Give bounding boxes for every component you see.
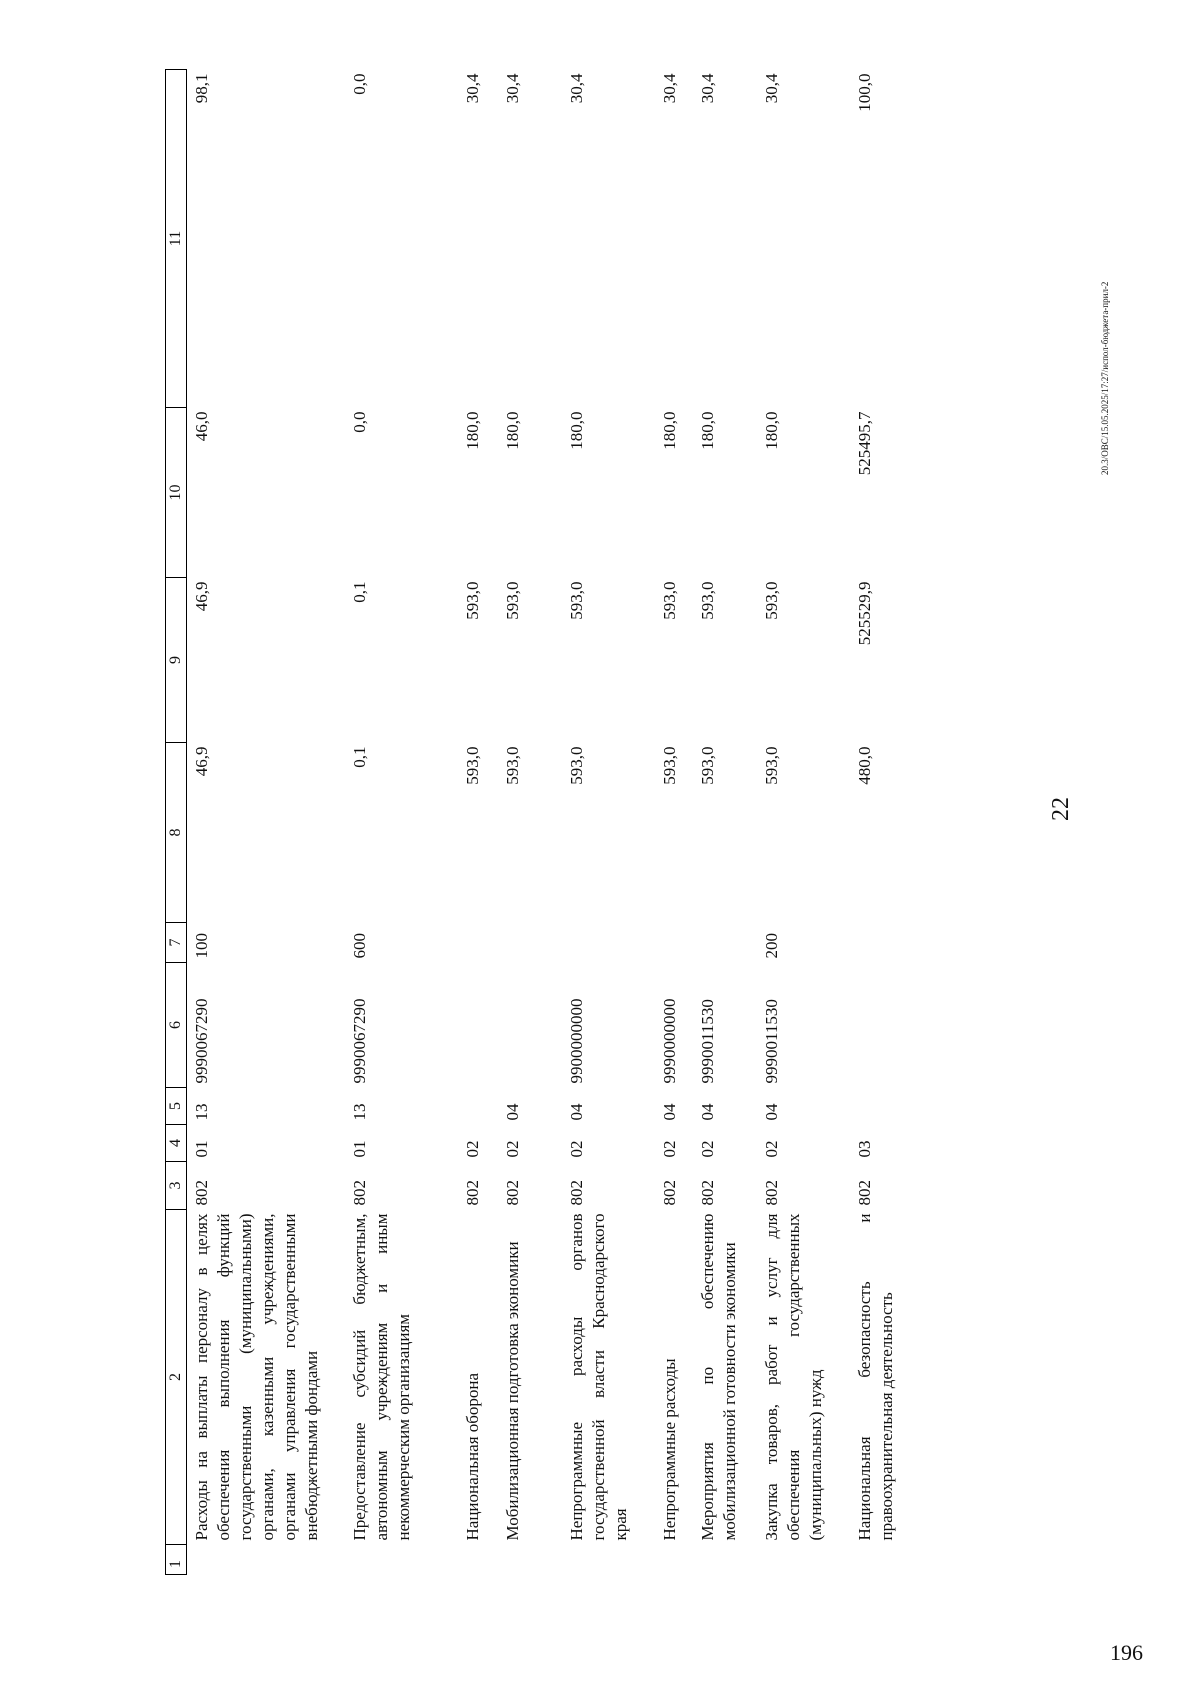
page-number: 196 <box>1110 1640 1143 1665</box>
value-col-11: 98,1 <box>192 73 211 104</box>
code-expense-type <box>655 923 693 963</box>
table-row <box>458 70 498 1575</box>
code-admin: 802 <box>502 1180 522 1206</box>
value-col-11: 100,0 <box>854 73 874 112</box>
row-name: Предоставление субсидий бюджетным, автономным учреждениям и иным некоммерческим организациям <box>349 1213 413 1541</box>
code-subsection: 13 <box>349 1103 369 1121</box>
row-number-cell <box>693 1545 757 1575</box>
table-row <box>757 70 850 1575</box>
code-admin: 802 <box>659 1180 679 1206</box>
code-expense-type <box>850 923 914 963</box>
code-target <box>498 963 562 1088</box>
footer-stamp: 20.3/ОВС/15.05.2025/17:27/испол-бюджета-прил-2 <box>1100 281 1110 475</box>
value-col-9: 0,1 <box>349 581 369 603</box>
code-subsection: 04 <box>659 1103 679 1121</box>
code-subsection <box>850 1088 914 1125</box>
value-col-11: 30,4 <box>659 73 679 104</box>
table-row <box>655 70 693 1575</box>
code-target <box>850 963 914 1088</box>
value-col-8: 0,1 <box>349 746 369 768</box>
value-col-8: 593,0 <box>761 746 781 785</box>
column-header-4: 4 <box>166 1125 187 1162</box>
value-col-8: 593,0 <box>502 746 522 785</box>
value-col-11: 30,4 <box>462 73 482 104</box>
column-header-10: 10 <box>166 408 187 578</box>
code-expense-type <box>498 923 562 963</box>
code-admin: 802 <box>566 1180 586 1206</box>
value-col-10: 46,0 <box>192 411 211 442</box>
value-col-10: 180,0 <box>659 411 679 450</box>
value-col-11: 30,4 <box>502 73 522 104</box>
value-col-9: 593,0 <box>697 581 717 620</box>
code-expense-type <box>562 923 655 963</box>
value-col-8: 480,0 <box>854 746 874 785</box>
code-target: 9990011530 <box>697 999 717 1084</box>
value-col-9: 593,0 <box>761 581 781 620</box>
code-section: 03 <box>854 1140 874 1158</box>
row-number-cell <box>458 1545 498 1575</box>
row-number-cell <box>345 1545 458 1575</box>
row-name: Закупка товаров, работ и услуг для обеспечения государственных (муниципальных) нужд <box>761 1213 825 1541</box>
code-target: 9990011530 <box>761 999 781 1084</box>
value-col-10: 180,0 <box>566 411 586 450</box>
code-section: 02 <box>697 1140 717 1158</box>
value-col-8: 593,0 <box>697 746 717 785</box>
value-col-11: 30,4 <box>566 73 586 104</box>
code-section: 02 <box>761 1140 781 1158</box>
value-col-8: 46,9 <box>192 746 211 777</box>
column-header-7: 7 <box>166 923 187 963</box>
row-number-cell <box>850 1545 914 1575</box>
code-section: 02 <box>659 1140 679 1158</box>
column-header-8: 8 <box>166 743 187 923</box>
table-header-row <box>166 70 187 1575</box>
value-col-11: 0,0 <box>349 73 369 95</box>
value-col-10: 525495,7 <box>854 411 874 476</box>
row-name: Мероприятия по обеспечению мобилизационной готовности экономики <box>697 1213 739 1541</box>
value-col-9: 593,0 <box>502 581 522 620</box>
value-col-9: 593,0 <box>566 581 586 620</box>
code-target: 9990067290 <box>349 998 369 1084</box>
value-col-9: 525529,9 <box>854 581 874 646</box>
row-number-cell <box>655 1545 693 1575</box>
value-col-10: 180,0 <box>462 411 482 450</box>
code-target <box>458 963 498 1088</box>
column-header-3: 3 <box>166 1162 187 1210</box>
code-expense-type: 100 <box>192 933 211 959</box>
row-name: Национальная безопасность и правоохранительная деятельность <box>854 1213 896 1541</box>
row-name: Мобилизационная подготовка экономики <box>502 1241 522 1541</box>
code-admin: 802 <box>462 1180 482 1206</box>
code-expense-type <box>458 923 498 963</box>
rotated-sheet <box>165 70 1130 1575</box>
column-header-6: 6 <box>166 963 187 1088</box>
row-number-cell <box>187 1545 345 1575</box>
code-target: 9900000000 <box>566 998 586 1084</box>
code-admin: 802 <box>697 1180 717 1206</box>
code-section: 01 <box>349 1140 369 1158</box>
code-subsection: 04 <box>566 1103 586 1121</box>
value-col-9: 593,0 <box>462 581 482 620</box>
value-col-10: 180,0 <box>761 411 781 450</box>
value-col-8: 593,0 <box>659 746 679 785</box>
code-expense-type: 200 <box>761 933 781 959</box>
code-subsection: 04 <box>697 1103 717 1121</box>
value-col-10: 180,0 <box>502 411 522 450</box>
code-admin: 802 <box>349 1180 369 1206</box>
code-admin: 802 <box>854 1180 874 1206</box>
value-col-8: 593,0 <box>566 746 586 785</box>
code-admin: 802 <box>761 1180 781 1206</box>
column-header-1: 1 <box>166 1545 187 1575</box>
column-header-9: 9 <box>166 578 187 743</box>
code-section: 02 <box>502 1140 522 1158</box>
table-row <box>562 70 655 1575</box>
table-row <box>345 70 458 1575</box>
code-expense-type <box>693 923 757 963</box>
column-header-11: 11 <box>166 70 187 408</box>
value-col-9: 46,9 <box>192 581 211 612</box>
code-subsection: 04 <box>761 1103 781 1121</box>
value-col-9: 593,0 <box>659 581 679 620</box>
value-col-11: 30,4 <box>761 73 781 104</box>
row-name: Национальная оборона <box>462 1372 482 1541</box>
code-subsection <box>458 1088 498 1125</box>
value-col-10: 0,0 <box>349 411 369 433</box>
table-row <box>498 70 562 1575</box>
code-section: 01 <box>192 1140 211 1158</box>
sheet-number: 22 <box>1048 797 1074 821</box>
column-header-2: 2 <box>166 1210 187 1545</box>
row-number-cell <box>498 1545 562 1575</box>
code-expense-type: 600 <box>349 933 369 959</box>
value-col-11: 30,4 <box>697 73 717 104</box>
row-number-cell <box>757 1545 850 1575</box>
code-subsection: 13 <box>192 1103 211 1121</box>
table-row <box>850 70 914 1575</box>
row-number-cell <box>562 1545 655 1575</box>
row-name: Непрограммные расходы органов государственной власти Краснодарского края <box>566 1213 630 1541</box>
code-section: 02 <box>566 1140 586 1158</box>
row-name: Расходы на выплаты персоналу в целях обеспечения выполнения функций государственными (муниципальными) органами, казенными учреждениями, органами управления государственными внебюджетными фондами <box>192 1213 321 1541</box>
column-header-5: 5 <box>166 1088 187 1125</box>
table-row <box>693 70 757 1575</box>
table-row <box>187 70 345 1575</box>
code-target: 9990067290 <box>192 998 211 1084</box>
value-col-8: 593,0 <box>462 746 482 785</box>
code-target: 9990000000 <box>659 998 679 1084</box>
code-section: 02 <box>462 1140 482 1158</box>
code-subsection: 04 <box>502 1103 522 1121</box>
code-admin: 802 <box>192 1180 211 1206</box>
budget-table <box>165 69 914 1575</box>
row-name: Непрограммные расходы <box>659 1358 679 1541</box>
value-col-10: 180,0 <box>697 411 717 450</box>
